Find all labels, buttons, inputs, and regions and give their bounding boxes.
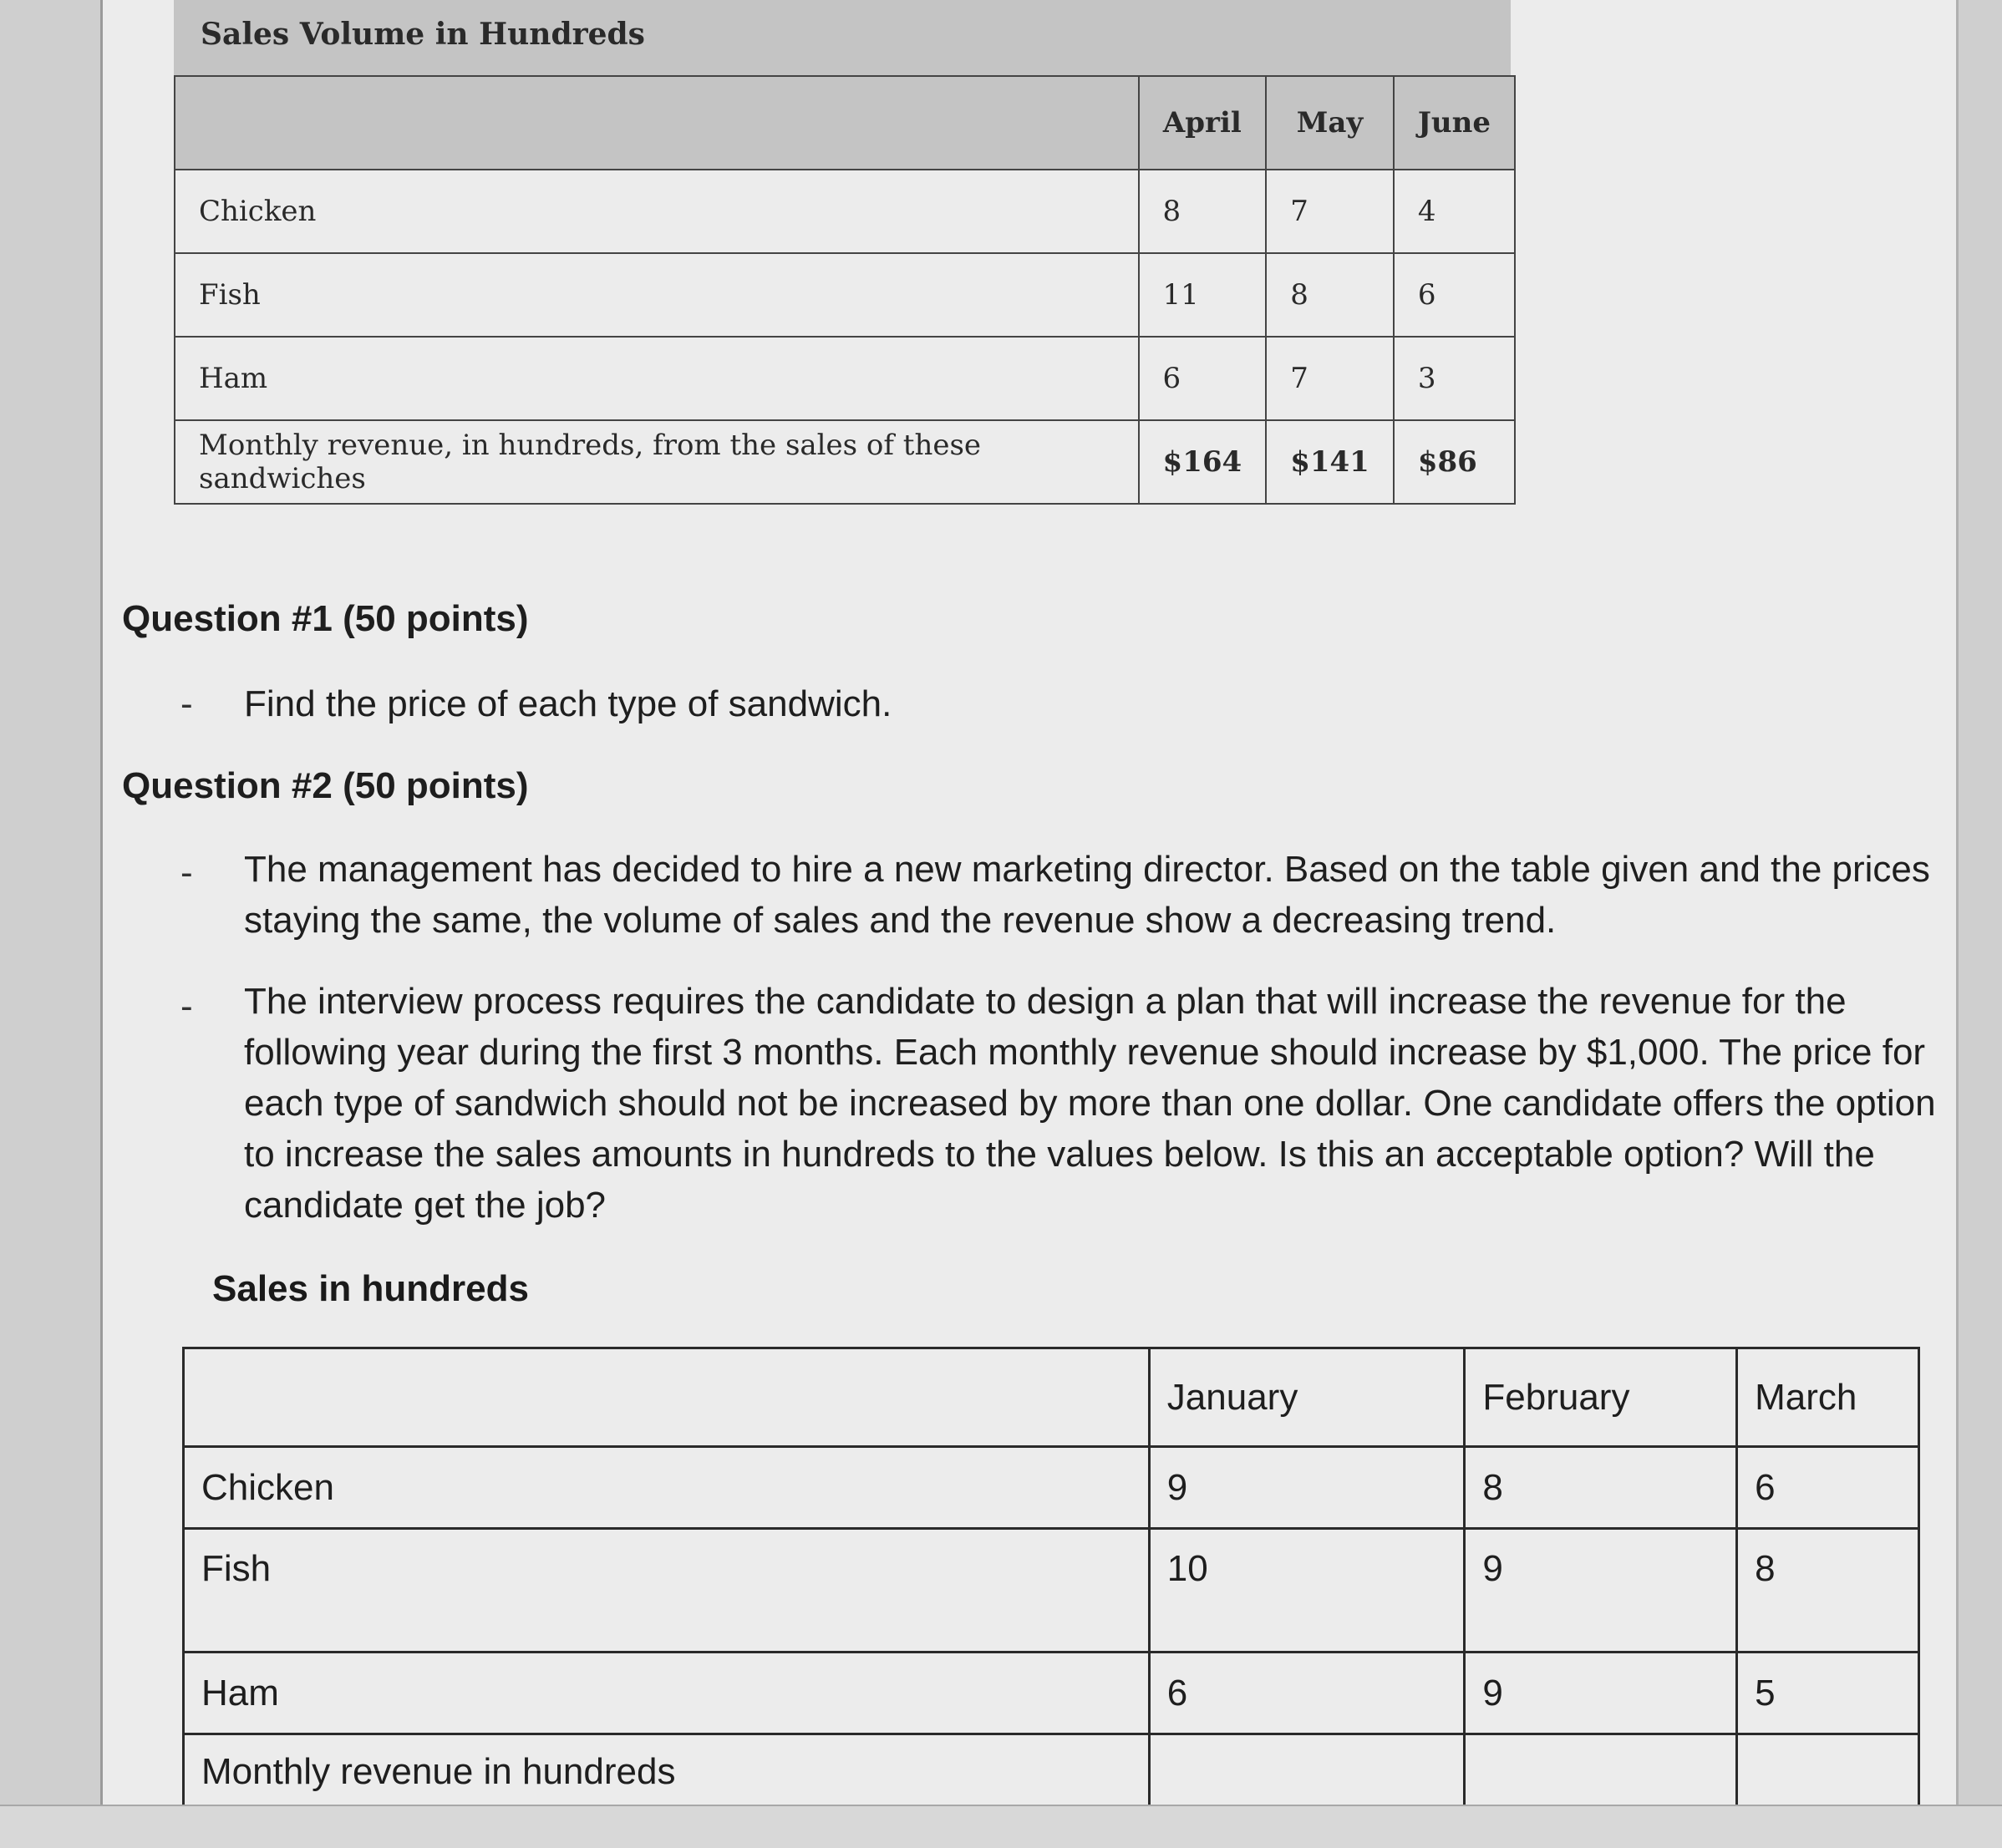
bullet-marker: - [180,986,193,1027]
row-label: Monthly revenue in hundreds [184,1734,1150,1810]
sales-volume-table-caption: Sales Volume in Hundreds [174,0,1511,77]
window-bottom-edge [0,1805,2002,1848]
table-header-row [184,1348,1919,1447]
header-cell-february: February [1465,1348,1737,1447]
table-cell: 7 [1266,337,1394,420]
sales-table-caption: Sales in hundreds [212,1268,529,1309]
question-2-title: Question #2 (50 points) [122,765,529,806]
table-row [175,337,1515,420]
table-row [184,1447,1919,1529]
header-cell-april: April [1139,76,1267,170]
table-cell: 6 [1394,253,1515,337]
table-cell: 9 [1465,1653,1737,1734]
row-label: Ham [184,1653,1150,1734]
header-cell-may: May [1266,76,1394,170]
table-row [175,420,1515,504]
row-label: Fish [175,253,1139,337]
table-row [184,1653,1919,1734]
header-cell-january: January [1149,1348,1465,1447]
table-cell: $141 [1266,420,1394,504]
table-cell: 9 [1149,1447,1465,1529]
header-cell-empty [184,1348,1150,1447]
table-cell[interactable] [1149,1734,1465,1810]
table-cell: 9 [1465,1529,1737,1653]
table-cell: 5 [1737,1653,1919,1734]
bullet-marker: - [180,683,193,724]
table-cell: $164 [1139,420,1267,504]
row-label: Fish [184,1529,1150,1653]
question-1-title: Question #1 (50 points) [122,598,529,639]
table-cell: 4 [1394,170,1515,253]
row-label: Chicken [184,1447,1150,1529]
table-row [184,1734,1919,1810]
table-row [175,253,1515,337]
question-1-text: Find the price of each type of sandwich. [244,683,892,724]
table-header-row [175,76,1515,170]
question-2-paragraph-1: The management has decided to hire a new marketing director. Based on the table given and the prices staying the same, the volume of sales and the revenue show a decreasing trend. [244,849,1930,941]
table-cell: 6 [1737,1447,1919,1529]
row-label: Ham [175,337,1139,420]
table-cell: 11 [1139,253,1267,337]
table-row [184,1529,1919,1653]
row-label: Monthly revenue, in hundreds, from the sales of these sandwiches [175,420,1139,504]
table-cell: 3 [1394,337,1515,420]
table-cell: 6 [1139,337,1267,420]
table-row [175,170,1515,253]
table-cell: 8 [1139,170,1267,253]
header-cell-empty [175,76,1139,170]
sales-volume-table [174,75,1516,505]
row-label: Chicken [175,170,1139,253]
table-cell: 8 [1465,1447,1737,1529]
table-cell[interactable] [1737,1734,1919,1810]
question-2-paragraph-2: The interview process requires the candidate to design a plan that will increase the revenue for the following year during the first 3 months. Each monthly revenue should increase by $1,000. The price for each type of sandwich should not be increased by more than one dollar. One candidate offers the option to increase the sales amounts in hundreds to the values below. Is this an acceptable option? Will the candidate get the job? [244,981,1936,1226]
table-cell: 8 [1737,1529,1919,1653]
table-cell: 7 [1266,170,1394,253]
table-cell: $86 [1394,420,1515,504]
table-cell: 10 [1149,1529,1465,1653]
header-cell-june: June [1394,76,1515,170]
table-cell[interactable] [1465,1734,1737,1810]
bullet-marker: - [180,852,193,893]
table-cell: 6 [1149,1653,1465,1734]
header-cell-march: March [1737,1348,1919,1447]
table-cell: 8 [1266,253,1394,337]
sales-in-hundreds-table [182,1347,1920,1810]
